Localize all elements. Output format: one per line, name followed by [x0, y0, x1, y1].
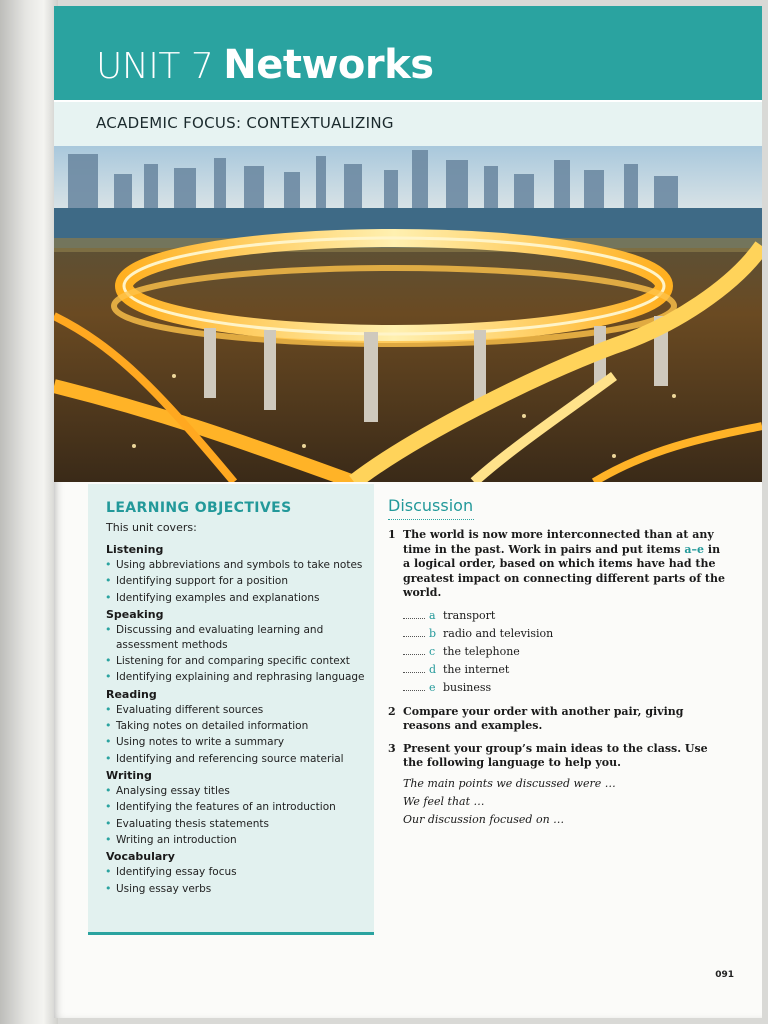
item-range: a–e	[684, 542, 705, 556]
useful-phrase: Our discussion focused on …	[403, 812, 565, 826]
unit-banner	[54, 6, 762, 100]
objectives-section-listening	[106, 543, 368, 605]
option-text: the telephone	[443, 644, 520, 658]
answer-blank[interactable]	[403, 690, 425, 691]
question-text: Present your group’s main ideas to the class. Use the following language to help you.	[403, 741, 708, 769]
option-item	[403, 643, 728, 661]
option-text: transport	[443, 608, 496, 622]
objective-item: • Identifying and referencing source material	[106, 752, 368, 767]
book-spine	[0, 0, 58, 1024]
discussion-questions	[388, 528, 728, 837]
section-heading: Writing	[106, 769, 152, 783]
objective-item: • Analysing essay titles	[106, 784, 368, 799]
learning-objectives-intro: This unit covers:	[106, 521, 197, 534]
discussion-title: Discussion	[388, 496, 474, 520]
objectives-section-speaking	[106, 608, 368, 685]
objective-item: • Identifying the features of an introduction	[106, 800, 368, 815]
question-1	[388, 528, 728, 697]
academic-focus-band	[54, 100, 762, 146]
objective-item: • Using essay verbs	[106, 882, 368, 897]
option-text: business	[443, 680, 492, 694]
option-text: radio and television	[443, 626, 554, 640]
section-heading: Speaking	[106, 608, 164, 622]
objective-item: • Identifying examples and explanations	[106, 591, 368, 606]
objective-item: • Using notes to write a summary	[106, 735, 368, 750]
option-letter: d	[429, 662, 437, 676]
question-2	[388, 705, 728, 734]
useful-phrase: The main points we discussed were …	[403, 776, 616, 790]
question-3	[388, 742, 728, 829]
objective-item: • Using abbreviations and symbols to take notes	[106, 558, 368, 573]
objective-item: • Taking notes on detailed information	[106, 719, 368, 734]
section-heading: Reading	[106, 687, 157, 701]
question-number: 3	[388, 741, 396, 755]
answer-blank[interactable]	[403, 672, 425, 673]
useful-phrase: We feel that …	[403, 794, 485, 808]
option-item	[403, 661, 728, 679]
textbook-page	[54, 6, 762, 1018]
city-interchange-photo	[54, 146, 762, 482]
option-letter: b	[429, 626, 437, 640]
objectives-section-reading	[106, 688, 368, 766]
question-text-continued: in a logical order, based on which items have had the greatest impact on connecting different parts of the world.	[403, 542, 726, 599]
objective-item: • Identifying support for a position	[106, 574, 368, 589]
learning-objectives-title: LEARNING OBJECTIVES	[106, 500, 292, 516]
option-item	[403, 679, 728, 697]
objective-item: • Evaluating different sources	[106, 703, 368, 718]
unit-heading	[96, 42, 434, 88]
question-text: Compare your order with another pair, giving reasons and examples.	[403, 704, 684, 732]
answer-blank[interactable]	[403, 654, 425, 655]
objective-item: • Writing an introduction	[106, 833, 368, 848]
question-number: 2	[388, 704, 396, 718]
question-number: 1	[388, 528, 396, 541]
answer-blank[interactable]	[403, 636, 425, 637]
objective-item: • Evaluating thesis statements	[106, 817, 368, 832]
unit-label: UNIT 7	[96, 46, 214, 87]
learning-objectives-list	[106, 540, 368, 898]
page-number: 091	[715, 970, 734, 980]
objective-item: • Discussing and evaluating learning and assessment methods	[106, 623, 368, 652]
objective-item: • Listening for and comparing specific context	[106, 654, 368, 669]
objectives-section-writing	[106, 769, 368, 847]
option-letter: a	[429, 608, 436, 622]
section-heading: Listening	[106, 543, 164, 556]
question-text: The world is now more interconnected than at any time in the past. Work in pairs and put items	[403, 528, 714, 556]
section-heading: Vocabulary	[106, 850, 175, 864]
answer-blank[interactable]	[403, 618, 425, 619]
option-item	[403, 625, 728, 643]
academic-focus-label: ACADEMIC FOCUS: CONTEXTUALIZING	[96, 114, 394, 132]
option-item	[403, 607, 728, 625]
objective-item: • Identifying explaining and rephrasing language	[106, 670, 368, 685]
unit-title: Networks	[223, 42, 434, 88]
objectives-section-vocabulary	[106, 850, 368, 896]
ordering-options	[403, 607, 728, 697]
option-letter: e	[429, 680, 436, 694]
objective-item: • Identifying essay focus	[106, 865, 368, 880]
option-letter: c	[429, 644, 436, 658]
option-text: the internet	[443, 662, 510, 676]
learning-objectives-panel	[88, 484, 374, 935]
